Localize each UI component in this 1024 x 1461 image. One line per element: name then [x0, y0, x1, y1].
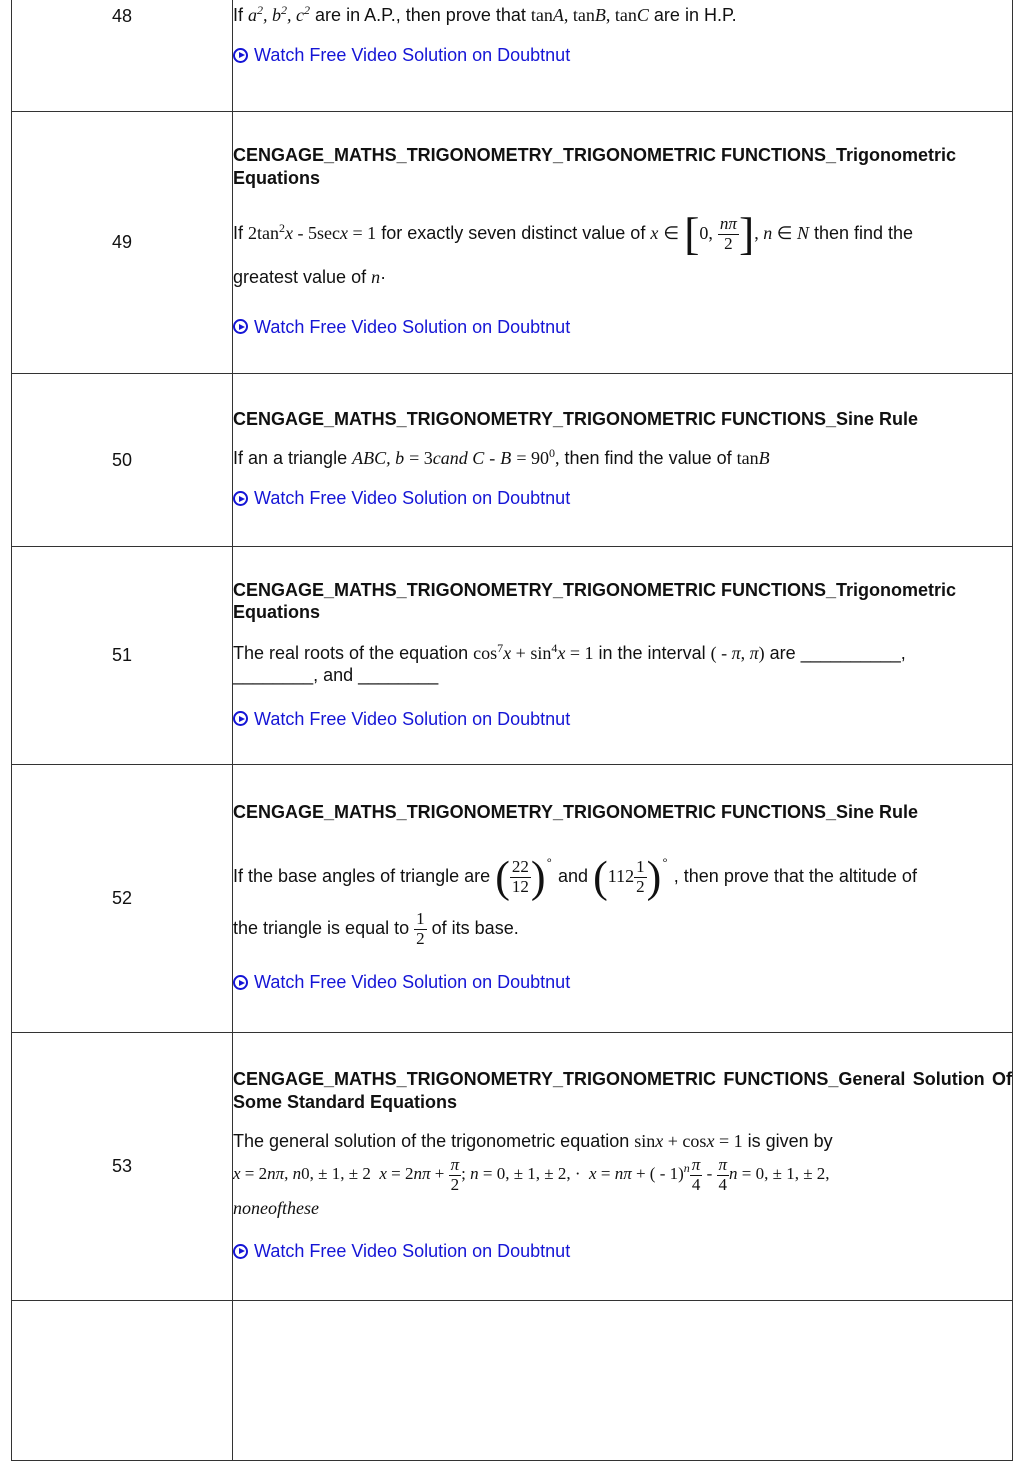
question-number: 49: [12, 112, 233, 374]
question-number: 51: [12, 547, 233, 765]
question-text: If the base angles of triangle are ( $\frac{22}{12}$ )∘ and (112 $\frac{1}{2}$ )∘ , then prove that the altitude of the triangle is equal to $\frac{1}{2}$ of its base.: [233, 852, 917, 949]
question-text: If $a^2$, $b^2$, $c^2$ are in A.P., then prove that tanA, tanB, tanC are in H.P.: [233, 3, 737, 25]
question-row-51: [12, 547, 1013, 765]
question-text: The real roots of the equation $\cos^7x + \sin^4x = 1$ in the interval ( - π, π) are __________, ________, and ________: [233, 640, 906, 686]
question-row-49: [12, 112, 1013, 374]
question-cell: [233, 0, 1013, 112]
watch-video-link[interactable]: Watch Free Video Solution on Doubtnut: [233, 315, 570, 339]
watch-video-link[interactable]: Watch Free Video Solution on Doubtnut: [233, 486, 570, 510]
empty-row: [12, 1301, 1013, 1461]
question-number: 48: [12, 0, 233, 112]
question-number: 53: [12, 1033, 233, 1301]
question-heading: CENGAGE_MATHS_TRIGONOMETRY_TRIGONOMETRIC FUNCTIONS_General Solution Of Some Standard Equations: [233, 1069, 1012, 1112]
question-cell: [233, 374, 1013, 547]
question-row-48: [12, 0, 1013, 112]
watch-video-link[interactable]: Watch Free Video Solution on Doubtnut: [233, 43, 570, 67]
question-cell: [233, 547, 1013, 765]
question-heading: CENGAGE_MATHS_TRIGONOMETRY_TRIGONOMETRIC FUNCTIONS_Trigonometric Equations: [233, 145, 957, 188]
watch-video-link[interactable]: Watch Free Video Solution on Doubtnut: [233, 707, 570, 731]
question-heading: CENGAGE_MATHS_TRIGONOMETRY_TRIGONOMETRIC FUNCTIONS_Sine Rule: [233, 408, 919, 429]
empty-number-cell: [12, 1301, 233, 1461]
play-icon: [233, 711, 248, 726]
question-cell: [233, 1033, 1013, 1301]
question-row-50: [12, 374, 1013, 547]
play-icon: [233, 491, 248, 506]
watch-video-link[interactable]: Watch Free Video Solution on Doubtnut: [233, 970, 570, 994]
question-row-53: [12, 1033, 1013, 1301]
question-heading: CENGAGE_MATHS_TRIGONOMETRY_TRIGONOMETRIC FUNCTIONS_Sine Rule: [233, 801, 919, 822]
question-cell: [233, 112, 1013, 374]
question-text: If an a triangle ABC, b = 3cand $C - B = 90^0$, then find the value of tanB: [233, 446, 770, 469]
question-text: If $2\tan^2x - 5\sec x = 1$ for exactly seven distinct value of x ∈ [0, $\frac{n\pi}{2}$ ], n ∈ N then find the greatest value of n·: [233, 208, 914, 288]
watch-video-link[interactable]: Watch Free Video Solution on Doubtnut: [233, 1239, 570, 1263]
question-row-52: [12, 765, 1013, 1033]
question-heading: CENGAGE_MATHS_TRIGONOMETRY_TRIGONOMETRIC FUNCTIONS_Trigonometric Equations: [233, 579, 957, 623]
question-text: The general solution of the trigonometric equation sinx + cosx = 1 is given by x = 2nπ, n0, ± 1, ± 2 x = 2nπ + $\frac{\pi}{2}$ ; n = 0, ± 1, ± 2, · x = nπ + ( - 1)$^n$ $\frac{\pi}{4}$ - $\frac{\pi}{4}$ n = 0, ± 1, ± 2, noneofthese: [233, 1131, 833, 1219]
questions-table: [11, 0, 1013, 1461]
empty-question-cell: [233, 1301, 1013, 1461]
question-number: 50: [12, 374, 233, 547]
play-icon: [233, 48, 248, 63]
play-icon: [233, 975, 248, 990]
play-icon: [233, 1244, 248, 1259]
question-cell: [233, 765, 1013, 1033]
question-number: 52: [12, 765, 233, 1033]
play-icon: [233, 319, 248, 334]
